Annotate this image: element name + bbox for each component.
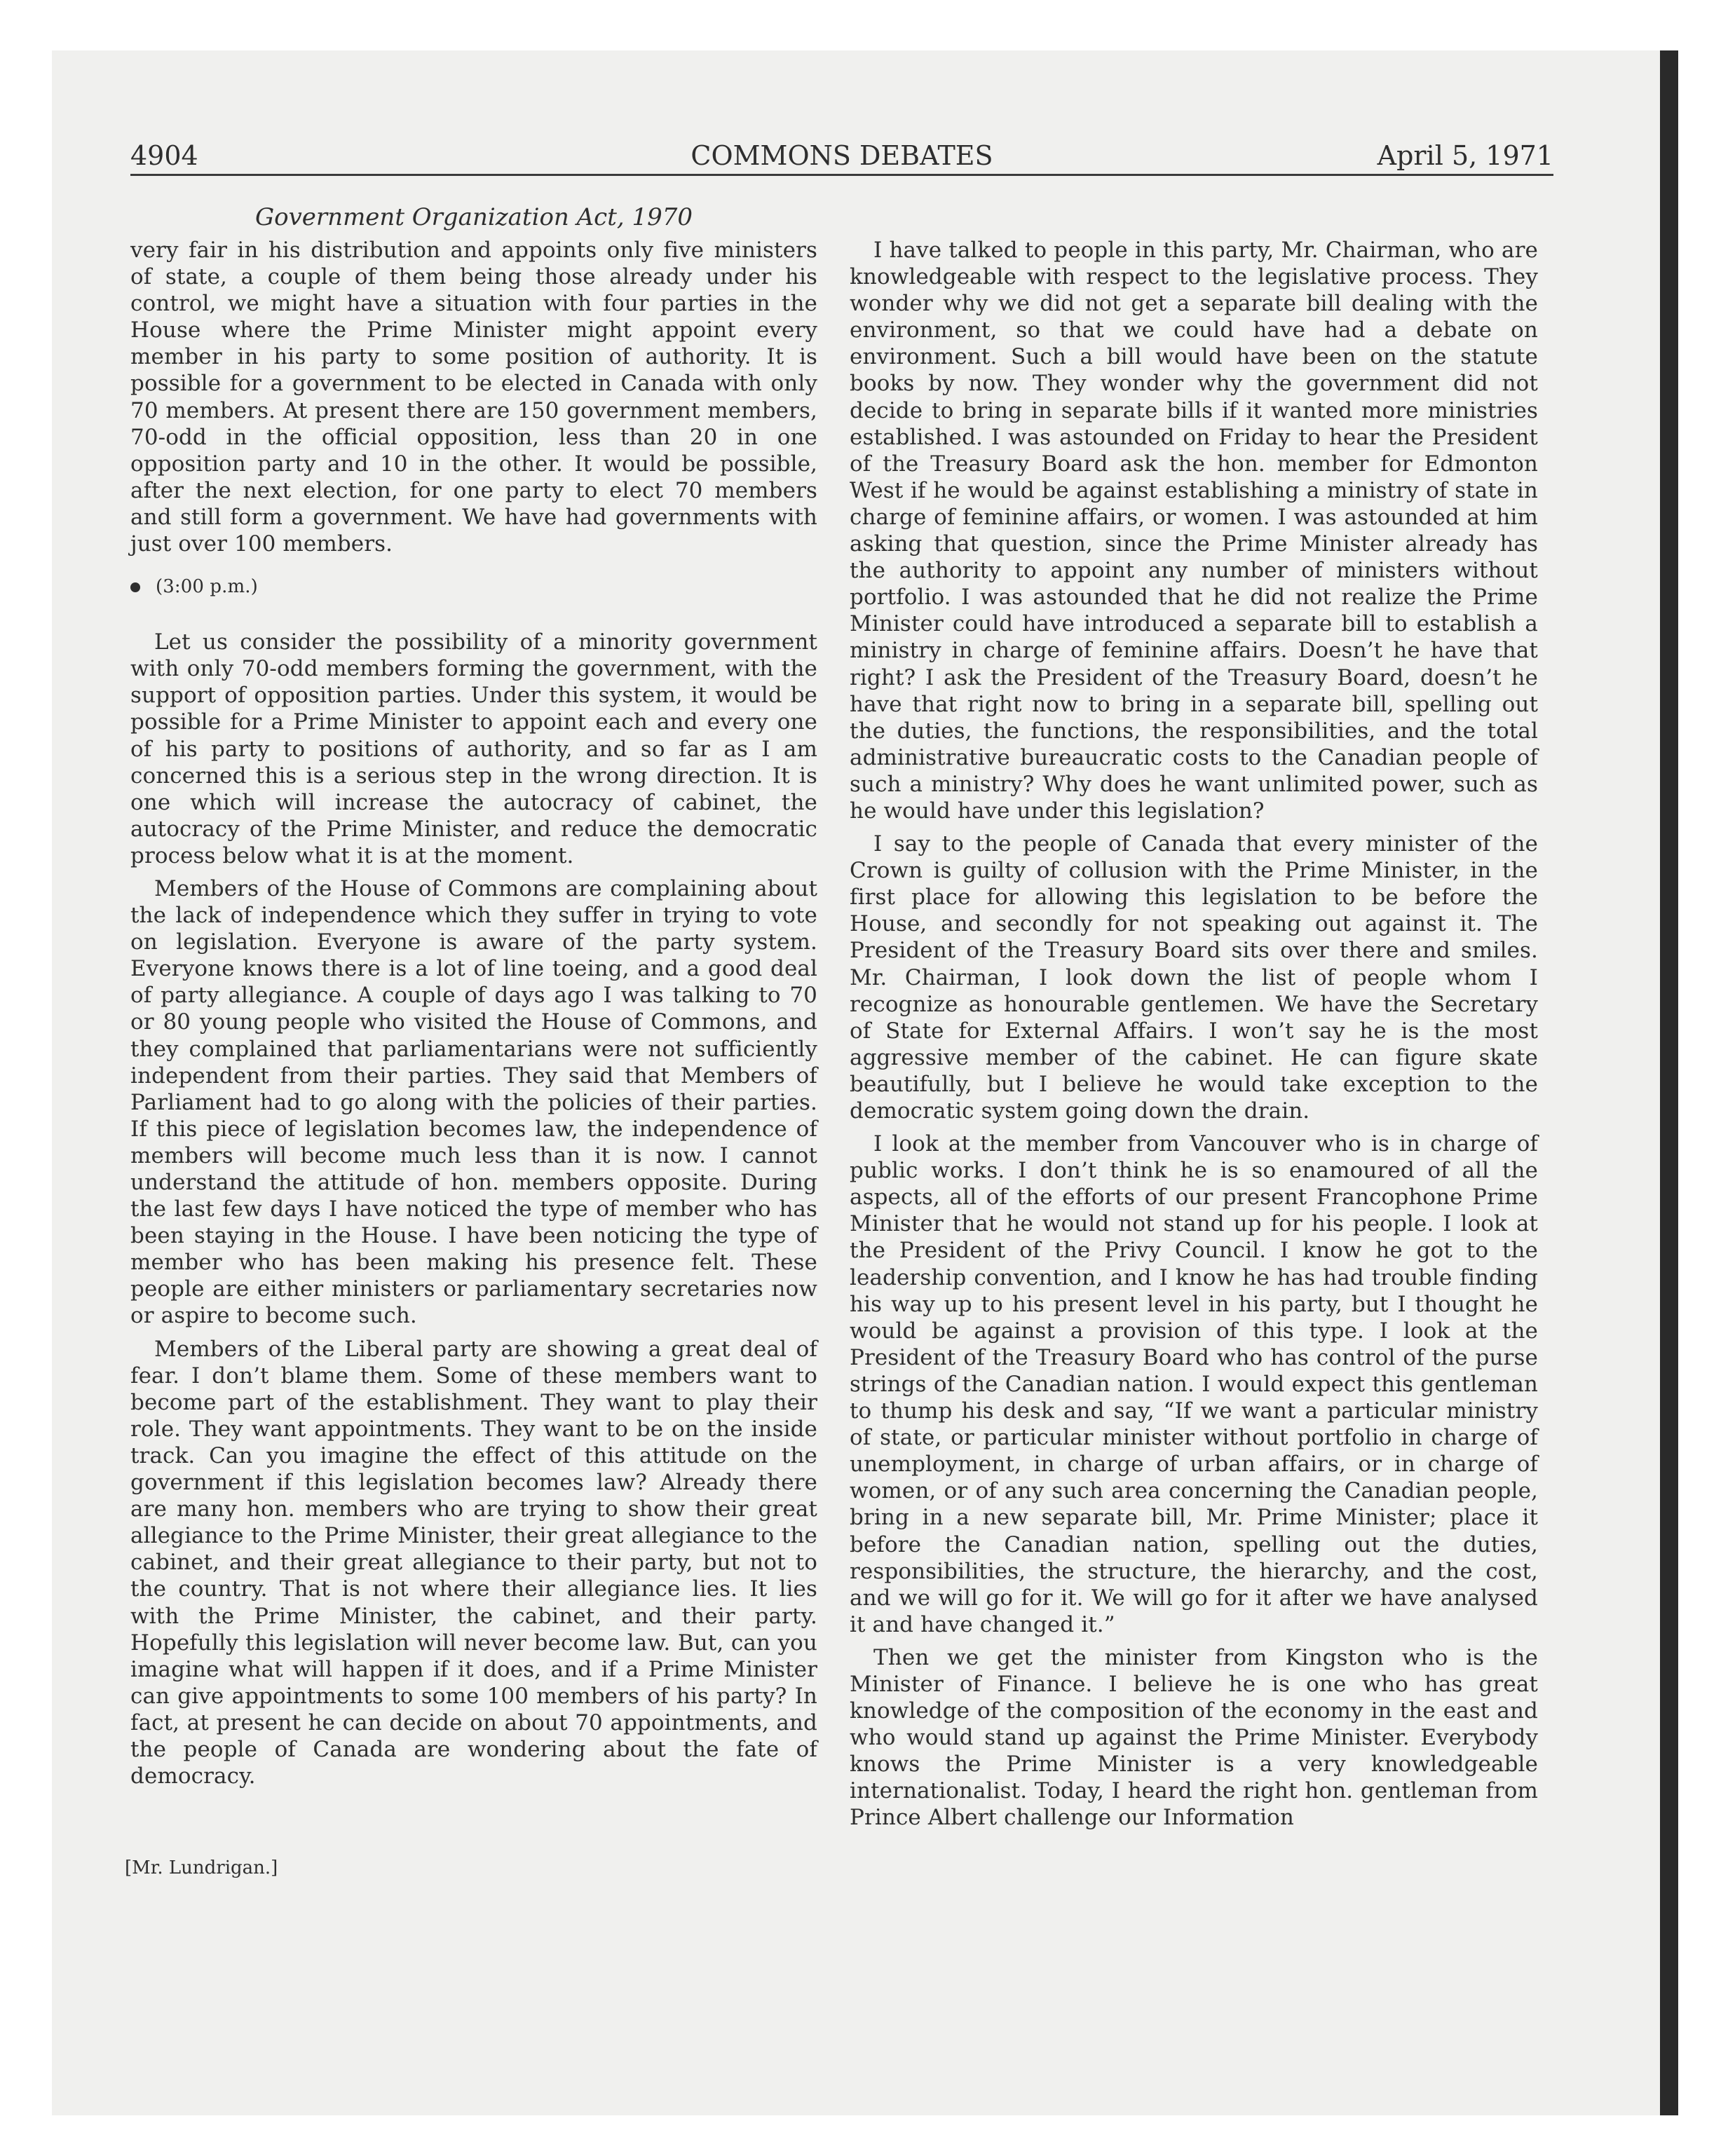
bullet-icon — [130, 582, 140, 592]
paragraph: I look at the member from Vancouver who is in charge of public works. I don’t think he is so enamoured of all the aspects, all of the efforts of our present Francophone Prime Minister that he would not stand up for his people. I look at the President of the Privy Council. I know he got to the leadership convention, and I know he has had trouble finding his way up to his present level in his party, but I thought he would be against a provision of this type. I look at the President of the Treasury Board who has control of the purse strings of the Canadian nation. I would expect this gentleman to thump his desk and say, “If we want a particular ministry of state, or particular minister without portfolio in charge of unemployment, in charge of urban affairs, or in charge of women, or of any such area concerning the Canadian people, bring in a new separate bill, Mr. Prime Minister; place it before the Canadian nation, spelling out the duties, responsibilities, the structure, the hierarchy, and the cost, and we will go for it. We will go for it after we have analysed it and have changed it.” — [850, 1131, 1538, 1637]
paragraph: Members of the Liberal party are showing a great deal of fear. I don’t blame them. Some of these members want to become part of the establishment. They want to play their role. They want appointments. They want to be on the inside track. Can you imagine the effect of this attitude on the government if this legislation becomes law? Already there are many hon. members who are trying to show their great allegiance to the Prime Minister, their great allegiance to the cabinet, and their great allegiance to their party, but not to the country. That is not where their allegiance lies. It lies with the Prime Minister, the cabinet, and their party. Hopefully this legislation will never become law. But, can you imagine what will happen if it does, and if a Prime Minister can give appointments to some 100 members of his party? In fact, at present he can decide on about 70 appointments, and the people of Canada are wondering about the fate of democracy. — [130, 1336, 817, 1789]
paragraph: I have talked to people in this party, Mr. Chairman, who are knowledgeable with respect to the legislative process. They wonder why we did not get a separate bill dealing with the environment, so that we could have had a debate on environment. Such a bill would have been on the statute books by now. They wonder why the government did not decide to bring in separate bills if it wanted more ministries established. I was astounded on Friday to hear the President of the Treasury Board ask the hon. member for Edmonton West if he would be against establishing a ministry of state in charge of feminine affairs, or women. I was astounded at him asking that question, since the Prime Minister already has the authority to appoint any number of ministers without portfolio. I was astounded that he did not realize the Prime Minister could have introduced a separate bill to establish a ministry in charge of feminine affairs. Doesn’t he have that right? I ask the President of the Treasury Board, doesn’t he have that right now to bring in a separate bill, spelling out the duties, the functions, the responsibilities, and the total administrative bureaucratic costs to the Canadian people of such a ministry? Why does he want unlimited power, such as he would have under this legislation? — [850, 238, 1538, 824]
scan-edge-shadow — [1660, 50, 1678, 2115]
section-title: Government Organization Act, 1970 — [254, 203, 693, 231]
time-stamp-text: (3:00 p.m.) — [156, 576, 258, 598]
speaker-note: [Mr. Lundrigan.] — [125, 1857, 278, 1878]
right-column — [850, 237, 1538, 1831]
journal-title: COMMONS DEBATES — [690, 140, 993, 171]
paragraph: Then we get the minister from Kingston who is the Minister of Finance. I believe he is one who has great knowledge of the composition of the economy in the east and who would stand up against the Prime Minister. Everybody knows the Prime Minister is a very knowledgeable internationalist. Today, I heard the right hon. gentleman from Prince Albert challenge our Information — [850, 1644, 1538, 1831]
paragraph: I say to the people of Canada that every minister of the Crown is guilty of collusion with the Prime Minister, in the first place for allowing this legislation to be before the House, and secondly for not speaking out against it. The President of the Treasury Board sits over there and smiles. Mr. Chairman, I look down the list of people whom I recognize as honourable gentlemen. We have the Secretary of State for External Affairs. I won’t say he is the most aggressive member of the cabinet. He can figure skate beautifully, but I believe he would take exception to the democratic system going down the drain. — [850, 831, 1538, 1124]
page-date: April 5, 1971 — [1377, 140, 1553, 171]
page-number: 4904 — [130, 140, 198, 171]
left-column — [130, 237, 817, 1789]
paragraph: Let us consider the possibility of a minority government with only 70-odd members forming the government, with the support of opposition parties. Under this system, it would be possible for a Prime Minister to appoint each and every one of his party to positions of authority, and so far as I am concerned this is a serious step in the wrong direction. It is one which will increase the autocracy of cabinet, the autocracy of the Prime Minister, and reduce the democratic process below what it is at the moment. — [130, 629, 817, 868]
time-stamp — [130, 574, 817, 599]
paragraph: Members of the House of Commons are complaining about the lack of independence which they suffer in trying to vote on legislation. Everyone is aware of the party system. Everyone knows there is a lot of line toeing, and a good deal of party allegiance. A couple of days ago I was talking to 70 or 80 young people who visited the House of Commons, and they complained that parliamentarians were not sufficiently independent from their parties. They said that Members of Parliament had to go along with the policies of their parties. If this piece of legislation becomes law, the independence of members will become much less than it is now. I cannot understand the attitude of hon. members opposite. During the last few days I have noticed the type of member who has been staying in the House. I have been noticing the type of member who has been making his presence felt. These people are either ministers or parliamentary secretaries now or aspire to become such. — [130, 875, 817, 1329]
page-header — [130, 139, 1553, 176]
paragraph: very fair in his distribution and appoints only five ministers of state, a couple of them being those already under his control, we might have a situation with four parties in the House where the Prime Minister might appoint every member in his party to some position of authority. It is possible for a government to be elected in Canada with only 70 members. At present there are 150 government members, 70-odd in the official opposition, less than 20 in one opposition party and 10 in the other. It would be possible, after the next election, for one party to elect 70 members and still form a government. We have had governments with just over 100 members. — [130, 238, 817, 557]
